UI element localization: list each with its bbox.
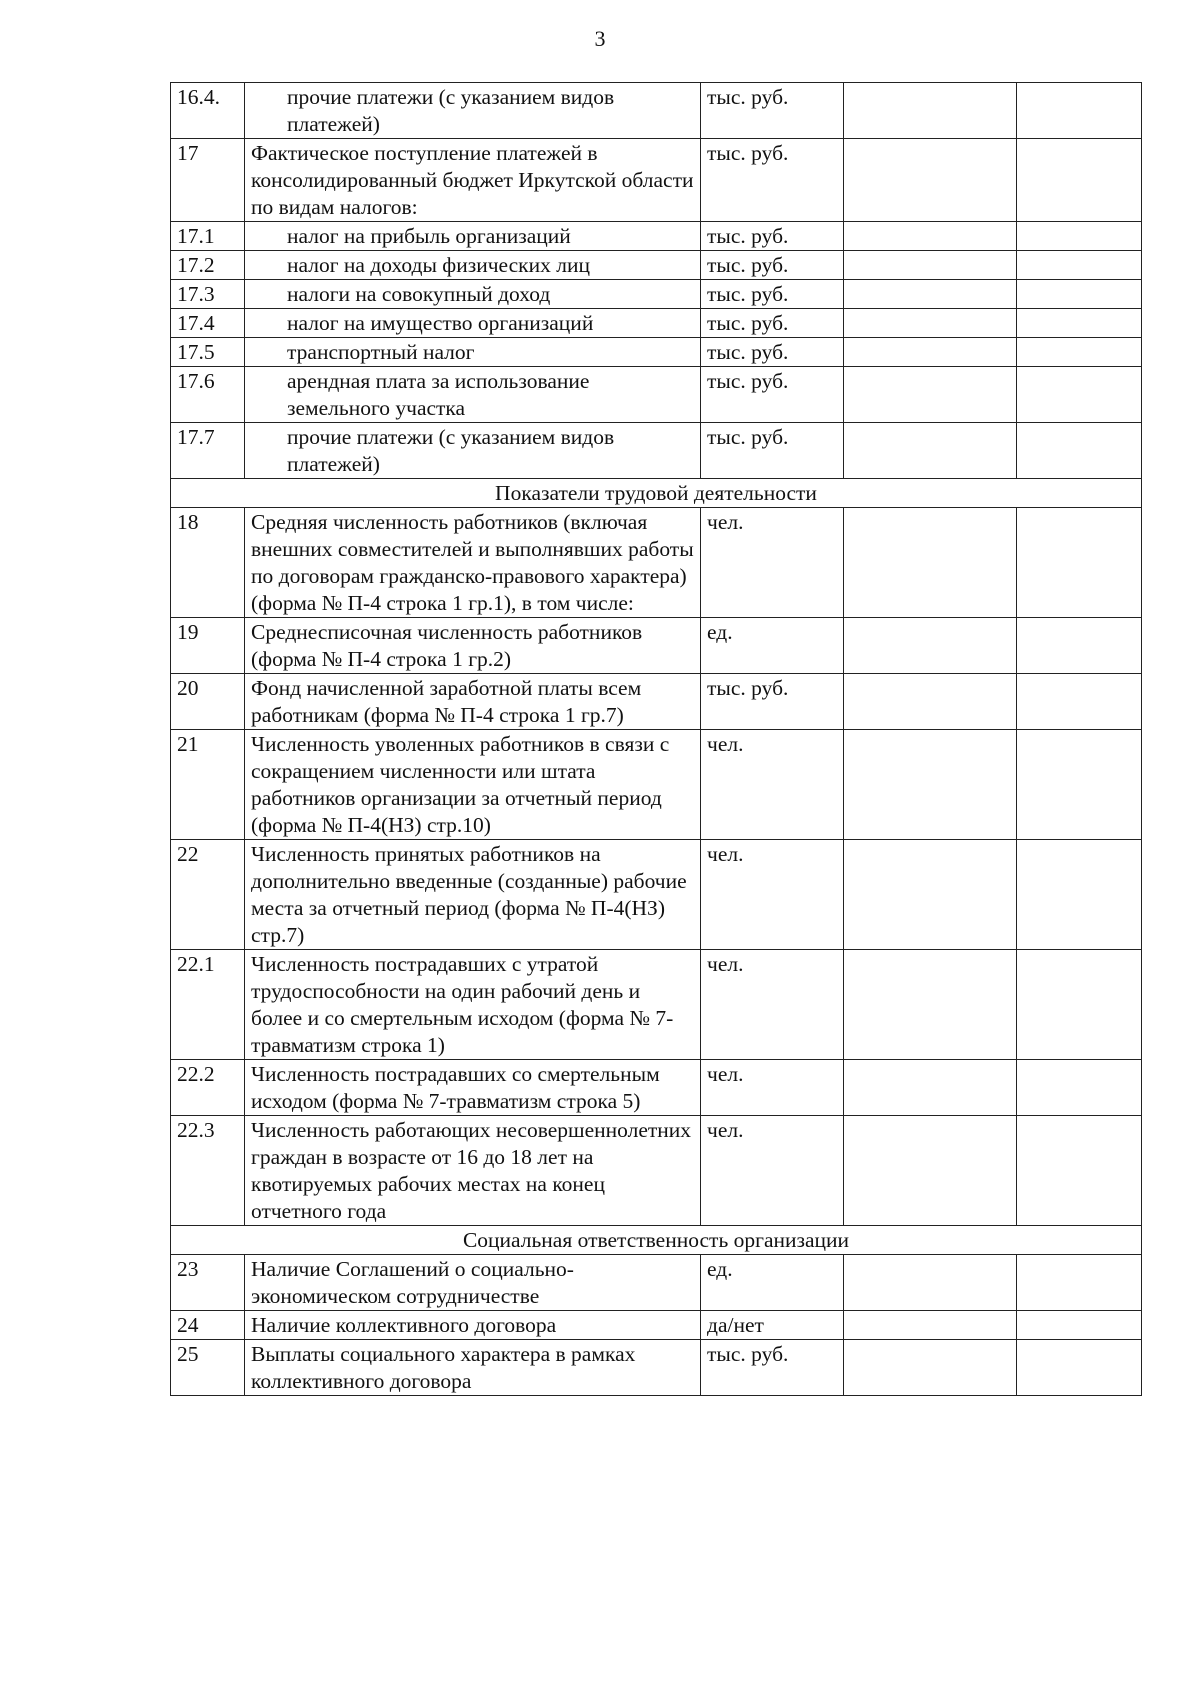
indicator-name-cell: Фактическое поступление платежей в консолидированный бюджет Иркутской области по видам налогов: — [245, 139, 701, 222]
table-row — [171, 508, 1142, 618]
row-number-cell: 17.6 — [171, 367, 245, 423]
row-number-cell: 19 — [171, 618, 245, 674]
unit-cell: чел. — [701, 840, 844, 950]
value-cell-1 — [844, 280, 1017, 309]
unit-cell: тыс. руб. — [701, 338, 844, 367]
value-cell-2 — [1017, 618, 1142, 674]
value-cell-1 — [844, 1060, 1017, 1116]
indicator-name-cell: прочие платежи (с указанием видов платежей) — [245, 423, 701, 479]
unit-cell: чел. — [701, 508, 844, 618]
unit-cell: чел. — [701, 1116, 844, 1226]
unit-cell: тыс. руб. — [701, 222, 844, 251]
value-cell-1 — [844, 1255, 1017, 1311]
value-cell-2 — [1017, 280, 1142, 309]
row-number-cell: 22.3 — [171, 1116, 245, 1226]
indicator-name-cell: транспортный налог — [245, 338, 701, 367]
indicator-name-cell: Наличие Соглашений о социально-экономическом сотрудничестве — [245, 1255, 701, 1311]
row-number-cell: 17.5 — [171, 338, 245, 367]
value-cell-1 — [844, 730, 1017, 840]
table-row — [171, 1060, 1142, 1116]
value-cell-1 — [844, 950, 1017, 1060]
value-cell-1 — [844, 222, 1017, 251]
row-number-cell: 17.3 — [171, 280, 245, 309]
unit-cell: ед. — [701, 618, 844, 674]
value-cell-1 — [844, 309, 1017, 338]
row-number-cell: 17.1 — [171, 222, 245, 251]
value-cell-1 — [844, 1340, 1017, 1396]
table-row — [171, 618, 1142, 674]
row-number-cell: 16.4. — [171, 83, 245, 139]
section-header-row — [171, 479, 1142, 508]
value-cell-2 — [1017, 1340, 1142, 1396]
indicator-name-cell: Среднесписочная численность работников (форма № П-4 строка 1 гр.2) — [245, 618, 701, 674]
table-row — [171, 309, 1142, 338]
indicator-name-cell: Численность пострадавших с утратой трудоспособности на один рабочий день и более и со смертельным исходом (форма № 7-травматизм строка 1) — [245, 950, 701, 1060]
row-number-cell: 17.7 — [171, 423, 245, 479]
value-cell-2 — [1017, 83, 1142, 139]
value-cell-2 — [1017, 730, 1142, 840]
unit-cell: тыс. руб. — [701, 280, 844, 309]
indicator-name-cell: Фонд начисленной заработной платы всем работникам (форма № П-4 строка 1 гр.7) — [245, 674, 701, 730]
table-row — [171, 83, 1142, 139]
indicator-name-cell: Выплаты социального характера в рамках коллективного договора — [245, 1340, 701, 1396]
value-cell-1 — [844, 618, 1017, 674]
row-number-cell: 20 — [171, 674, 245, 730]
row-number-cell: 22.2 — [171, 1060, 245, 1116]
indicator-name-cell: Численность уволенных работников в связи с сокращением численности или штата работников организации за отчетный период (форма № П-4(НЗ) стр.10) — [245, 730, 701, 840]
unit-cell: тыс. руб. — [701, 83, 844, 139]
value-cell-2 — [1017, 950, 1142, 1060]
row-number-cell: 17 — [171, 139, 245, 222]
unit-cell: чел. — [701, 730, 844, 840]
unit-cell: тыс. руб. — [701, 139, 844, 222]
value-cell-1 — [844, 1311, 1017, 1340]
indicator-name-cell: налог на доходы физических лиц — [245, 251, 701, 280]
value-cell-1 — [844, 139, 1017, 222]
indicator-name-cell: налог на прибыль организаций — [245, 222, 701, 251]
table-row — [171, 367, 1142, 423]
unit-cell: тыс. руб. — [701, 674, 844, 730]
indicator-name-cell: Численность принятых работников на дополнительно введенные (созданные) рабочие места за отчетный период (форма № П-4(НЗ) стр.7) — [245, 840, 701, 950]
table-row — [171, 222, 1142, 251]
unit-cell: тыс. руб. — [701, 367, 844, 423]
value-cell-1 — [844, 83, 1017, 139]
row-number-cell: 22 — [171, 840, 245, 950]
unit-cell: ед. — [701, 1255, 844, 1311]
table-row — [171, 674, 1142, 730]
value-cell-2 — [1017, 674, 1142, 730]
table-row — [171, 338, 1142, 367]
row-number-cell: 22.1 — [171, 950, 245, 1060]
indicator-name-cell: Численность пострадавших со смертельным исходом (форма № 7-травматизм строка 5) — [245, 1060, 701, 1116]
value-cell-1 — [844, 367, 1017, 423]
value-cell-1 — [844, 674, 1017, 730]
table-row — [171, 950, 1142, 1060]
table-row — [171, 730, 1142, 840]
indicators-table-body — [171, 83, 1142, 1396]
row-number-cell: 25 — [171, 1340, 245, 1396]
value-cell-1 — [844, 251, 1017, 280]
value-cell-1 — [844, 423, 1017, 479]
section-title: Показатели трудовой деятельности — [171, 479, 1142, 508]
value-cell-2 — [1017, 1311, 1142, 1340]
value-cell-1 — [844, 508, 1017, 618]
value-cell-2 — [1017, 1060, 1142, 1116]
value-cell-1 — [844, 338, 1017, 367]
table-row — [171, 1340, 1142, 1396]
value-cell-2 — [1017, 338, 1142, 367]
value-cell-2 — [1017, 309, 1142, 338]
table-row — [171, 840, 1142, 950]
section-title: Социальная ответственность организации — [171, 1226, 1142, 1255]
indicator-name-cell: налог на имущество организаций — [245, 309, 701, 338]
value-cell-2 — [1017, 139, 1142, 222]
table-row — [171, 280, 1142, 309]
indicator-name-cell: налоги на совокупный доход — [245, 280, 701, 309]
value-cell-2 — [1017, 840, 1142, 950]
value-cell-2 — [1017, 508, 1142, 618]
row-number-cell: 21 — [171, 730, 245, 840]
value-cell-2 — [1017, 1116, 1142, 1226]
unit-cell: чел. — [701, 1060, 844, 1116]
indicator-name-cell: Средняя численность работников (включая внешних совместителей и выполнявших работы по договорам гражданско-правового характера) (форма № П-4 строка 1 гр.1), в том числе: — [245, 508, 701, 618]
value-cell-1 — [844, 840, 1017, 950]
indicator-name-cell: Численность работающих несовершеннолетних граждан в возрасте от 16 до 18 лет на квотируемых рабочих местах на конец отчетного года — [245, 1116, 701, 1226]
value-cell-2 — [1017, 222, 1142, 251]
row-number-cell: 17.2 — [171, 251, 245, 280]
unit-cell: да/нет — [701, 1311, 844, 1340]
unit-cell: чел. — [701, 950, 844, 1060]
value-cell-2 — [1017, 367, 1142, 423]
table-row — [171, 139, 1142, 222]
row-number-cell: 24 — [171, 1311, 245, 1340]
unit-cell: тыс. руб. — [701, 309, 844, 338]
table-row — [171, 251, 1142, 280]
table-row — [171, 1311, 1142, 1340]
unit-cell: тыс. руб. — [701, 423, 844, 479]
value-cell-2 — [1017, 423, 1142, 479]
value-cell-2 — [1017, 1255, 1142, 1311]
row-number-cell: 17.4 — [171, 309, 245, 338]
section-header-row — [171, 1226, 1142, 1255]
row-number-cell: 23 — [171, 1255, 245, 1311]
unit-cell: тыс. руб. — [701, 1340, 844, 1396]
value-cell-2 — [1017, 251, 1142, 280]
table-row — [171, 1116, 1142, 1226]
table-row — [171, 423, 1142, 479]
row-number-cell: 18 — [171, 508, 245, 618]
table-row — [171, 1255, 1142, 1311]
indicator-name-cell: арендная плата за использование земельного участка — [245, 367, 701, 423]
unit-cell: тыс. руб. — [701, 251, 844, 280]
indicator-name-cell: Наличие коллективного договора — [245, 1311, 701, 1340]
indicator-name-cell: прочие платежи (с указанием видов платежей) — [245, 83, 701, 139]
page-number: 3 — [594, 26, 606, 51]
value-cell-1 — [844, 1116, 1017, 1226]
indicators-table — [170, 82, 1142, 1396]
